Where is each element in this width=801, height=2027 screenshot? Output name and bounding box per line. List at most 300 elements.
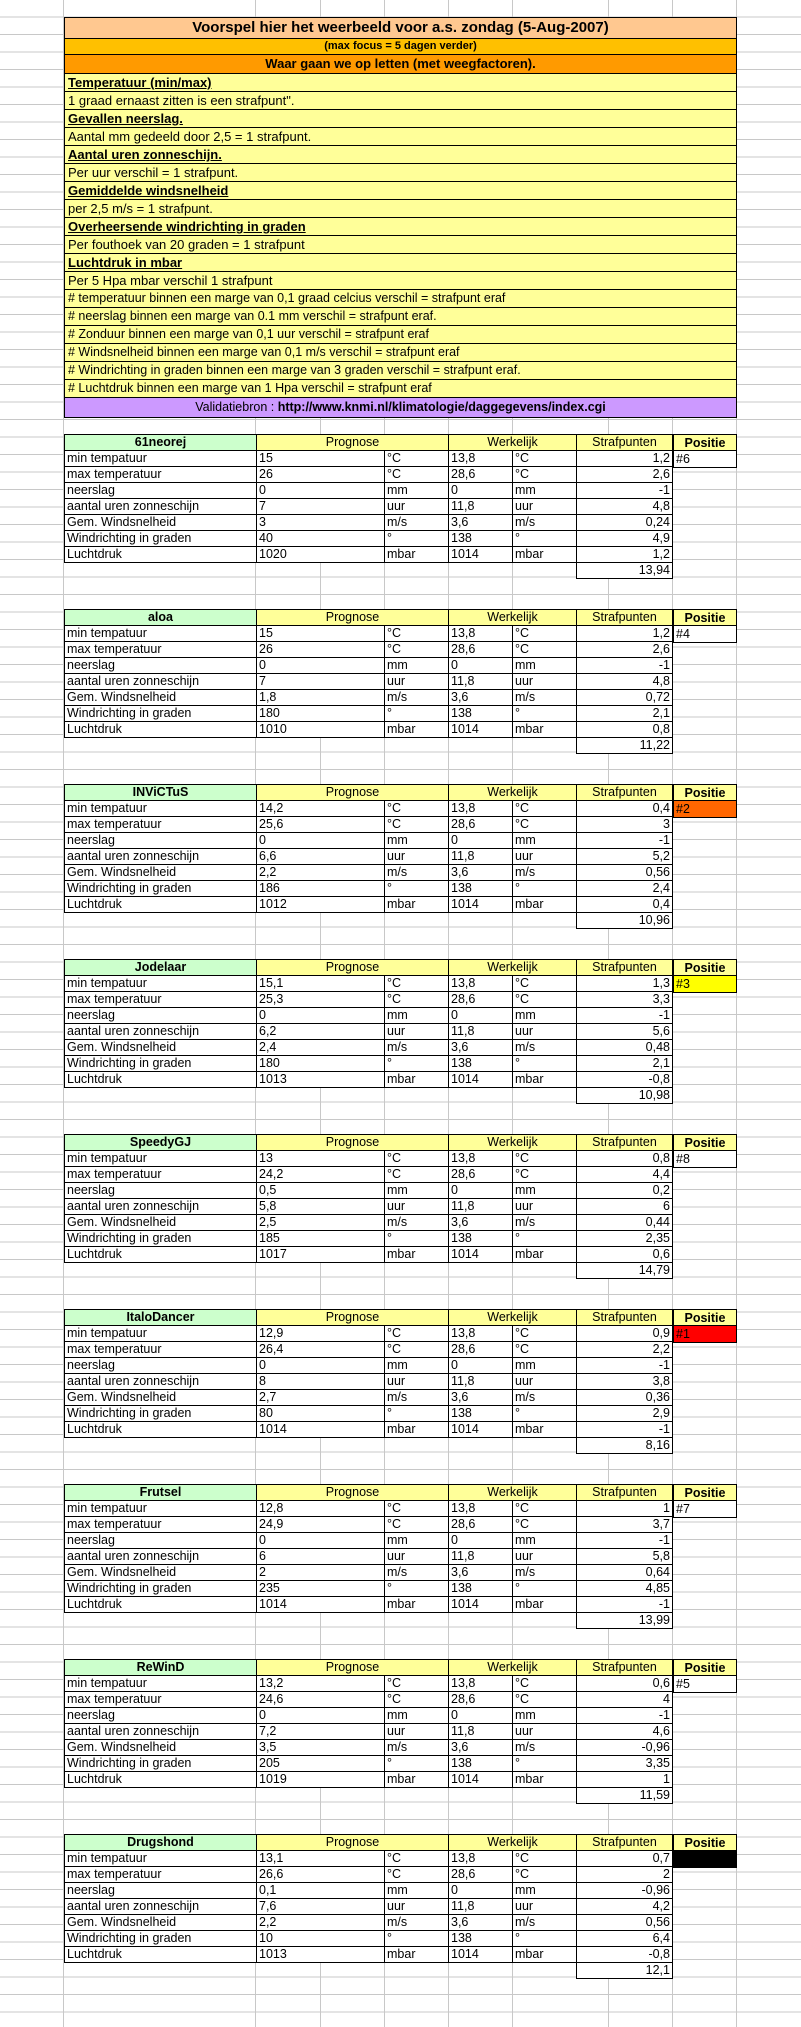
actual-unit: °C <box>513 642 577 658</box>
table-row <box>65 1422 673 1438</box>
forecast-value: 0 <box>257 1708 385 1724</box>
actual-value: 1014 <box>449 897 513 913</box>
penalty-value: -0,8 <box>577 1947 673 1963</box>
forecast-unit: mm <box>385 1883 449 1899</box>
metric-label: min tempatuur <box>65 801 257 817</box>
penalty-value: 0,7 <box>577 1851 673 1867</box>
actual-value: 13,8 <box>449 976 513 992</box>
forecast-unit: °C <box>385 1517 449 1533</box>
forecast-unit: °C <box>385 1867 449 1883</box>
actual-unit: °C <box>513 1151 577 1167</box>
forecast-value: 0,5 <box>257 1183 385 1199</box>
actual-unit: uur <box>513 674 577 690</box>
forecast-value: 0,1 <box>257 1883 385 1899</box>
participant-name: ReWinD <box>65 1660 257 1676</box>
penalty-value: -1 <box>577 483 673 499</box>
forecast-unit: mm <box>385 1708 449 1724</box>
actual-value: 11,8 <box>449 1199 513 1215</box>
forecast-value: 185 <box>257 1231 385 1247</box>
actual-unit: m/s <box>513 1740 577 1756</box>
metric-label: Windrichting in graden <box>65 1406 257 1422</box>
participant-block <box>0 1659 801 1824</box>
forecast-value: 24,6 <box>257 1692 385 1708</box>
subtitle: (max focus = 5 dagen verder) <box>65 39 736 55</box>
metric-label: max temperatuur <box>65 1692 257 1708</box>
forecast-unit: °C <box>385 1501 449 1517</box>
table-row <box>65 626 673 642</box>
penalty-value: 2,6 <box>577 467 673 483</box>
actual-value: 3,6 <box>449 1740 513 1756</box>
criteria-heading: Waar gaan we op letten (met weegfactoren). <box>65 55 736 74</box>
forecast-value: 14,2 <box>257 801 385 817</box>
table-row <box>65 1772 673 1788</box>
forecast-unit: °C <box>385 1851 449 1867</box>
forecast-unit: ° <box>385 1406 449 1422</box>
forecast-value: 1014 <box>257 1597 385 1613</box>
participant-name: Frutsel <box>65 1485 257 1501</box>
actual-value: 28,6 <box>449 1517 513 1533</box>
penalty-value: -1 <box>577 1708 673 1724</box>
table-row <box>65 1756 673 1772</box>
actual-value: 28,6 <box>449 992 513 1008</box>
criterion-detail: 1 graad ernaast zitten is een strafpunt". <box>65 92 736 110</box>
metric-label: Luchtdruk <box>65 1422 257 1438</box>
werkelijk-header: Werkelijk <box>449 435 577 451</box>
table-row <box>65 849 673 865</box>
prognose-header: Prognose <box>257 1835 449 1851</box>
actual-value: 3,6 <box>449 690 513 706</box>
forecast-unit: uur <box>385 1374 449 1390</box>
penalty-value: 4,9 <box>577 531 673 547</box>
table-row <box>65 642 673 658</box>
actual-unit: m/s <box>513 1390 577 1406</box>
actual-unit: m/s <box>513 690 577 706</box>
table-row <box>65 881 673 897</box>
forecast-unit: mm <box>385 1358 449 1374</box>
forecast-value: 0 <box>257 483 385 499</box>
metric-label: min tempatuur <box>65 1676 257 1692</box>
forecast-value: 1012 <box>257 897 385 913</box>
table-row <box>65 1024 673 1040</box>
actual-unit: m/s <box>513 1040 577 1056</box>
metric-label: aantal uren zonneschijn <box>65 499 257 515</box>
table-row <box>65 1931 673 1947</box>
position-value <box>673 1851 737 1868</box>
strafpunten-header: Strafpunten <box>577 1135 673 1151</box>
metric-label: Luchtdruk <box>65 1597 257 1613</box>
actual-value: 3,6 <box>449 1040 513 1056</box>
werkelijk-header: Werkelijk <box>449 610 577 626</box>
forecast-unit: mm <box>385 483 449 499</box>
actual-value: 0 <box>449 833 513 849</box>
forecast-value: 13,2 <box>257 1676 385 1692</box>
spacer <box>65 1263 577 1279</box>
score-table <box>64 1134 673 1279</box>
penalty-value: 0,6 <box>577 1676 673 1692</box>
metric-label: Windrichting in graden <box>65 1231 257 1247</box>
forecast-value: 26 <box>257 642 385 658</box>
metric-label: max temperatuur <box>65 1867 257 1883</box>
forecast-unit: °C <box>385 1151 449 1167</box>
penalty-value: 0,56 <box>577 1915 673 1931</box>
forecast-value: 6 <box>257 1549 385 1565</box>
penalty-value: -1 <box>577 1422 673 1438</box>
metric-label: min tempatuur <box>65 451 257 467</box>
table-row <box>65 1056 673 1072</box>
metric-label: aantal uren zonneschijn <box>65 849 257 865</box>
position-value: #8 <box>673 1151 737 1168</box>
actual-unit: m/s <box>513 865 577 881</box>
metric-label: Luchtdruk <box>65 722 257 738</box>
actual-unit: uur <box>513 1024 577 1040</box>
metric-label: Gem. Windsnelheid <box>65 1915 257 1931</box>
table-row <box>65 817 673 833</box>
actual-value: 3,6 <box>449 1215 513 1231</box>
spacer <box>65 913 577 929</box>
penalty-value: 0,2 <box>577 1183 673 1199</box>
position-value: #2 <box>673 801 737 818</box>
forecast-unit: mbar <box>385 1072 449 1088</box>
prognose-header: Prognose <box>257 610 449 626</box>
metric-label: min tempatuur <box>65 976 257 992</box>
table-row <box>65 1708 673 1724</box>
actual-unit: ° <box>513 1406 577 1422</box>
penalty-value: 3,35 <box>577 1756 673 1772</box>
table-row <box>65 1899 673 1915</box>
table-row <box>65 690 673 706</box>
metric-label: aantal uren zonneschijn <box>65 1024 257 1040</box>
penalty-value: 2,6 <box>577 642 673 658</box>
metric-label: Luchtdruk <box>65 547 257 563</box>
actual-value: 13,8 <box>449 1851 513 1867</box>
penalty-value: 3,3 <box>577 992 673 1008</box>
actual-unit: °C <box>513 1692 577 1708</box>
forecast-unit: °C <box>385 626 449 642</box>
forecast-unit: ° <box>385 881 449 897</box>
total-penalty: 11,59 <box>577 1788 673 1804</box>
penalty-value: 2,2 <box>577 1342 673 1358</box>
metric-label: aantal uren zonneschijn <box>65 1899 257 1915</box>
table-row <box>65 451 673 467</box>
table-row <box>65 1008 673 1024</box>
forecast-unit: uur <box>385 1549 449 1565</box>
table-row <box>65 1565 673 1581</box>
metric-label: max temperatuur <box>65 467 257 483</box>
table-row <box>65 1183 673 1199</box>
participant-block <box>0 784 801 949</box>
table-row <box>65 1072 673 1088</box>
metric-label: Windrichting in graden <box>65 706 257 722</box>
position-header: Positie <box>673 434 737 451</box>
actual-unit: ° <box>513 881 577 897</box>
actual-unit: mbar <box>513 1947 577 1963</box>
actual-unit: mbar <box>513 547 577 563</box>
actual-value: 3,6 <box>449 865 513 881</box>
position-header: Positie <box>673 1834 737 1851</box>
actual-unit: °C <box>513 817 577 833</box>
strafpunten-header: Strafpunten <box>577 960 673 976</box>
forecast-unit: m/s <box>385 515 449 531</box>
forecast-unit: uur <box>385 499 449 515</box>
forecast-unit: mm <box>385 1533 449 1549</box>
penalty-value: 2,1 <box>577 1056 673 1072</box>
penalty-value: 3,7 <box>577 1517 673 1533</box>
participant-block <box>0 1484 801 1649</box>
metric-label: min tempatuur <box>65 1501 257 1517</box>
metric-label: Windrichting in graden <box>65 1756 257 1772</box>
criterion-heading: Overheersende windrichting in graden <box>65 218 736 236</box>
penalty-value: 1,2 <box>577 451 673 467</box>
penalty-value: -0,8 <box>577 1072 673 1088</box>
forecast-value: 13,1 <box>257 1851 385 1867</box>
actual-unit: ° <box>513 1056 577 1072</box>
forecast-unit: mbar <box>385 1947 449 1963</box>
actual-value: 1014 <box>449 722 513 738</box>
actual-value: 0 <box>449 1358 513 1374</box>
forecast-unit: mbar <box>385 547 449 563</box>
forecast-value: 1020 <box>257 547 385 563</box>
score-table <box>64 959 673 1104</box>
total-penalty: 10,96 <box>577 913 673 929</box>
strafpunten-header: Strafpunten <box>577 435 673 451</box>
forecast-value: 26 <box>257 467 385 483</box>
actual-value: 138 <box>449 1756 513 1772</box>
table-row <box>65 547 673 563</box>
actual-value: 0 <box>449 1708 513 1724</box>
actual-unit: mbar <box>513 1422 577 1438</box>
prognose-header: Prognose <box>257 1660 449 1676</box>
penalty-value: -0,96 <box>577 1740 673 1756</box>
forecast-unit: °C <box>385 1676 449 1692</box>
forecast-value: 3,5 <box>257 1740 385 1756</box>
spacer <box>65 1438 577 1454</box>
spacer <box>65 563 577 579</box>
actual-value: 138 <box>449 881 513 897</box>
metric-label: max temperatuur <box>65 817 257 833</box>
table-row <box>65 1581 673 1597</box>
metric-label: Gem. Windsnelheid <box>65 1740 257 1756</box>
actual-value: 11,8 <box>449 1374 513 1390</box>
validation-link[interactable]: http://www.knmi.nl/klimatologie/daggegevens/index.cgi <box>277 400 606 414</box>
participant-name: aloa <box>65 610 257 626</box>
forecast-unit: °C <box>385 642 449 658</box>
actual-value: 1014 <box>449 1422 513 1438</box>
forecast-unit: uur <box>385 849 449 865</box>
actual-unit: °C <box>513 1342 577 1358</box>
margin-rule: # Luchtdruk binnen een marge van 1 Hpa verschil = strafpunt eraf <box>65 380 736 398</box>
margin-rule: # Zonduur binnen een marge van 0,1 uur verschil = strafpunt eraf <box>65 326 736 344</box>
penalty-value: 0,9 <box>577 1326 673 1342</box>
forecast-unit: mm <box>385 1183 449 1199</box>
penalty-value: 1 <box>577 1501 673 1517</box>
table-row <box>65 1883 673 1899</box>
table-row <box>65 897 673 913</box>
metric-label: aantal uren zonneschijn <box>65 1724 257 1740</box>
forecast-value: 8 <box>257 1374 385 1390</box>
forecast-value: 1013 <box>257 1947 385 1963</box>
actual-unit: m/s <box>513 1915 577 1931</box>
penalty-value: 0,8 <box>577 1151 673 1167</box>
forecast-header <box>64 17 737 418</box>
table-row <box>65 1915 673 1931</box>
actual-unit: °C <box>513 1501 577 1517</box>
score-table <box>64 609 673 754</box>
metric-label: Luchtdruk <box>65 1072 257 1088</box>
metric-label: Gem. Windsnelheid <box>65 515 257 531</box>
penalty-value: 0,44 <box>577 1215 673 1231</box>
forecast-value: 2,7 <box>257 1390 385 1406</box>
actual-value: 13,8 <box>449 801 513 817</box>
metric-label: max temperatuur <box>65 1167 257 1183</box>
table-row <box>65 1374 673 1390</box>
actual-value: 11,8 <box>449 849 513 865</box>
table-row <box>65 1231 673 1247</box>
position-value: #1 <box>673 1326 737 1343</box>
actual-unit: m/s <box>513 1215 577 1231</box>
table-row <box>65 1390 673 1406</box>
table-row <box>65 976 673 992</box>
forecast-value: 0 <box>257 1358 385 1374</box>
metric-label: neerslag <box>65 1883 257 1899</box>
participant-name: SpeedyGJ <box>65 1135 257 1151</box>
forecast-unit: m/s <box>385 690 449 706</box>
table-row <box>65 992 673 1008</box>
table-row <box>65 1342 673 1358</box>
forecast-unit: °C <box>385 1326 449 1342</box>
forecast-unit: °C <box>385 1692 449 1708</box>
penalty-value: 2,9 <box>577 1406 673 1422</box>
forecast-value: 2,5 <box>257 1215 385 1231</box>
actual-value: 13,8 <box>449 451 513 467</box>
forecast-value: 0 <box>257 1008 385 1024</box>
forecast-unit: °C <box>385 451 449 467</box>
table-row <box>65 1215 673 1231</box>
total-penalty: 12,1 <box>577 1963 673 1979</box>
criterion-heading: Temperatuur (min/max) <box>65 74 736 92</box>
penalty-value: 4,85 <box>577 1581 673 1597</box>
forecast-value: 0 <box>257 833 385 849</box>
actual-value: 138 <box>449 531 513 547</box>
forecast-unit: mbar <box>385 722 449 738</box>
total-penalty: 14,79 <box>577 1263 673 1279</box>
forecast-unit: mbar <box>385 1422 449 1438</box>
forecast-value: 40 <box>257 531 385 547</box>
table-row <box>65 1851 673 1867</box>
actual-value: 28,6 <box>449 467 513 483</box>
table-row <box>65 658 673 674</box>
criterion-detail: Per 5 Hpa mbar verschil 1 strafpunt <box>65 272 736 290</box>
actual-value: 13,8 <box>449 1326 513 1342</box>
werkelijk-header: Werkelijk <box>449 1310 577 1326</box>
metric-label: min tempatuur <box>65 1151 257 1167</box>
table-row <box>65 1597 673 1613</box>
actual-unit: mbar <box>513 1597 577 1613</box>
forecast-value: 24,9 <box>257 1517 385 1533</box>
forecast-unit: ° <box>385 1056 449 1072</box>
metric-label: neerslag <box>65 483 257 499</box>
prognose-header: Prognose <box>257 785 449 801</box>
strafpunten-header: Strafpunten <box>577 1835 673 1851</box>
penalty-value: -1 <box>577 1597 673 1613</box>
criterion-detail: Per uur verschil = 1 strafpunt. <box>65 164 736 182</box>
actual-value: 1014 <box>449 1772 513 1788</box>
actual-unit: mbar <box>513 722 577 738</box>
metric-label: max temperatuur <box>65 642 257 658</box>
table-row <box>65 531 673 547</box>
position-value: #6 <box>673 451 737 468</box>
table-row <box>65 1947 673 1963</box>
metric-label: min tempatuur <box>65 1326 257 1342</box>
metric-label: neerslag <box>65 1008 257 1024</box>
forecast-value: 80 <box>257 1406 385 1422</box>
penalty-value: 2 <box>577 1867 673 1883</box>
forecast-unit: uur <box>385 674 449 690</box>
score-table <box>64 1834 673 1979</box>
actual-unit: °C <box>513 992 577 1008</box>
table-row <box>65 1040 673 1056</box>
forecast-unit: mm <box>385 833 449 849</box>
total-penalty: 13,99 <box>577 1613 673 1629</box>
table-row <box>65 1692 673 1708</box>
penalty-value: 0,4 <box>577 897 673 913</box>
forecast-value: 205 <box>257 1756 385 1772</box>
metric-label: Windrichting in graden <box>65 531 257 547</box>
actual-unit: °C <box>513 1867 577 1883</box>
actual-unit: mm <box>513 1008 577 1024</box>
actual-unit: °C <box>513 451 577 467</box>
forecast-value: 7,2 <box>257 1724 385 1740</box>
metric-label: neerslag <box>65 1708 257 1724</box>
actual-unit: ° <box>513 531 577 547</box>
position-header: Positie <box>673 609 737 626</box>
forecast-value: 0 <box>257 1533 385 1549</box>
actual-value: 28,6 <box>449 1692 513 1708</box>
prognose-header: Prognose <box>257 960 449 976</box>
penalty-value: 2,4 <box>577 881 673 897</box>
forecast-value: 180 <box>257 1056 385 1072</box>
actual-unit: °C <box>513 626 577 642</box>
score-table <box>64 1484 673 1629</box>
forecast-unit: ° <box>385 706 449 722</box>
participant-name: ItaloDancer <box>65 1310 257 1326</box>
table-row <box>65 467 673 483</box>
metric-label: Windrichting in graden <box>65 1581 257 1597</box>
metric-label: max temperatuur <box>65 1342 257 1358</box>
actual-unit: mbar <box>513 1247 577 1263</box>
actual-unit: mm <box>513 1708 577 1724</box>
penalty-value: 0,72 <box>577 690 673 706</box>
actual-unit: mbar <box>513 1072 577 1088</box>
penalty-value: 4,4 <box>577 1167 673 1183</box>
actual-value: 0 <box>449 1008 513 1024</box>
actual-value: 11,8 <box>449 1899 513 1915</box>
forecast-unit: m/s <box>385 1565 449 1581</box>
actual-unit: mm <box>513 658 577 674</box>
actual-unit: °C <box>513 1326 577 1342</box>
actual-value: 0 <box>449 1183 513 1199</box>
penalty-value: 1 <box>577 1772 673 1788</box>
forecast-value: 1013 <box>257 1072 385 1088</box>
forecast-unit: m/s <box>385 1390 449 1406</box>
forecast-unit: m/s <box>385 1040 449 1056</box>
actual-value: 3,6 <box>449 1390 513 1406</box>
margin-rule: # Windrichting in graden binnen een marge van 3 graden verschil = strafpunt eraf. <box>65 362 736 380</box>
forecast-unit: m/s <box>385 1215 449 1231</box>
penalty-value: 4,6 <box>577 1724 673 1740</box>
forecast-unit: °C <box>385 1167 449 1183</box>
table-row <box>65 706 673 722</box>
actual-unit: ° <box>513 1581 577 1597</box>
